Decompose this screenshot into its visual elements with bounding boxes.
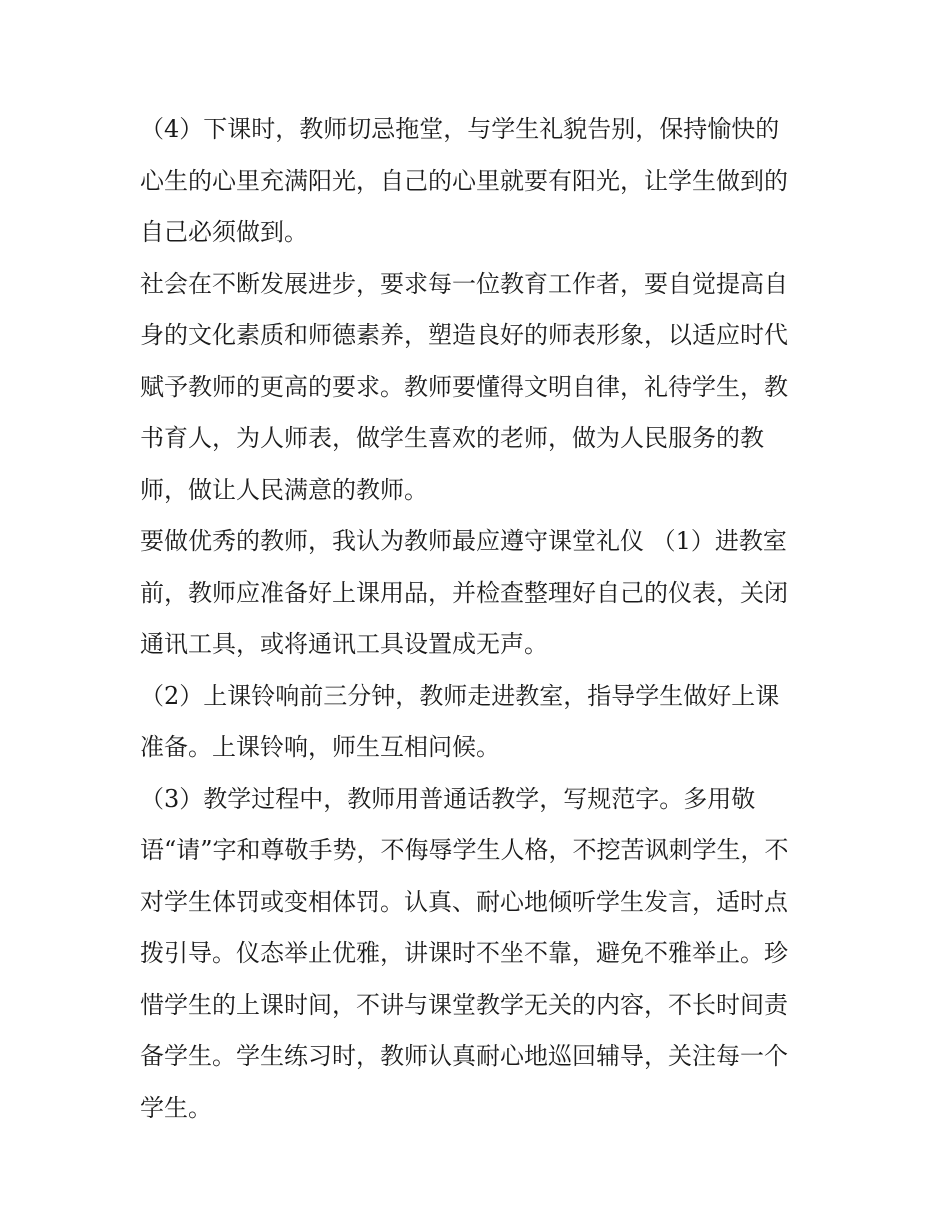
text-line: 师，做让人民满意的教师。 <box>140 475 428 504</box>
text-line: 备学生。学生练习时，教师认真耐心地巡回辅导，关注每一个 <box>140 1042 788 1070</box>
text-line: 赋予教师的更高的要求。教师要懂得文明自律，礼待学生，教 <box>140 372 788 401</box>
text-line: 语“请”字和尊敬手势，不侮辱学生人格，不挖苦讽刺学生，不 <box>140 836 789 864</box>
text-line: 拨引导。仪态举止优雅，讲课时不坐不靠，避免不雅举止。珍 <box>140 939 788 967</box>
text-line: 身的文化素质和师德素养，塑造良好的师表形象，以适应时代 <box>140 321 788 349</box>
text-line: （2）上课铃响前三分钟，教师走进教室，指导学生做好上课 <box>140 681 780 710</box>
text-line: 前，教师应准备好上课用品，并检查整理好自己的仪表，关闭 <box>140 578 788 607</box>
text-line: 自己必须做到。 <box>140 218 308 246</box>
text-line: 学生。 <box>140 1093 212 1122</box>
text-line: 惜学生的上课时间，不讲与课堂教学无关的内容，不长时间责 <box>140 990 788 1019</box>
text-line: 对学生体罚或变相体罚。认真、耐心地倾听学生发言，适时点 <box>140 887 788 916</box>
document-body <box>140 104 820 1134</box>
text-line: 社会在不断发展进步，要求每一位教育工作者，要自觉提高自 <box>140 269 788 298</box>
text-line: （3）教学过程中，教师用普通话教学，写规范字。多用敬 <box>140 784 756 813</box>
text-line: 准备。上课铃响，师生互相问候。 <box>140 733 500 761</box>
text-line: （4）下课时，教师切忌拖堂，与学生礼貌告别，保持愉快的 <box>140 115 780 143</box>
text-line: 书育人，为人师表，做学生喜欢的老师，做为人民服务的教 <box>140 424 764 452</box>
text-line: 心生的心里充满阳光，自己的心里就要有阳光，让学生做到的 <box>140 166 788 195</box>
text-line: 通讯工具，或将通讯工具设置成无声。 <box>140 630 548 658</box>
text-line: 要做优秀的教师，我认为教师最应遵守课堂礼仪 （1）进教室 <box>140 527 787 555</box>
